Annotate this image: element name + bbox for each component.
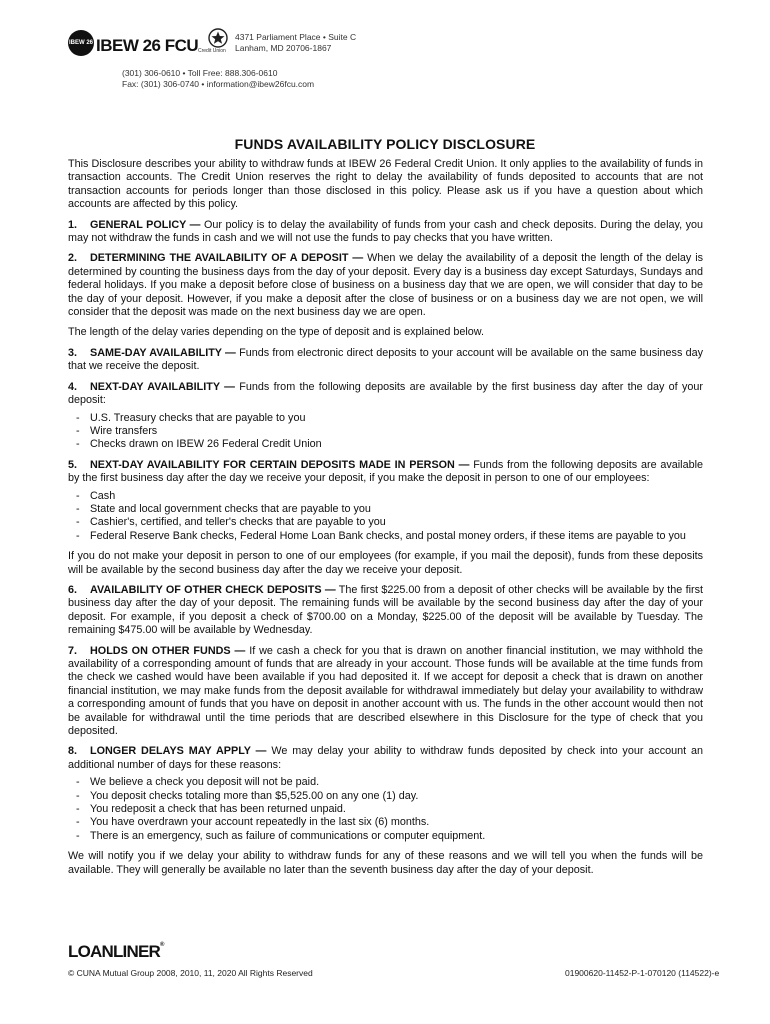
ibew-seal-logo <box>68 30 94 56</box>
list-item: - Cash <box>76 490 703 503</box>
section-text: We may delay your ability to withdraw funds deposited by check into your account an additional number of days for these reasons: <box>68 745 703 771</box>
section-heading: NEXT-DAY AVAILABILITY — <box>90 380 235 393</box>
section-number: 5. <box>68 458 78 471</box>
next-day-list <box>68 412 703 452</box>
notification-note: We will notify you if we delay your ability to withdraw funds for any of these reasons and we will tell you when the funds will be available. They will generally be available no later than the seventh business day after the day of your deposit. <box>68 850 703 876</box>
section-text: The first $225.00 from a deposit of other checks will be available by the first business day after the day of your deposit. The remaining funds will be available by the second business day after the day of your deposit. For example, if you deposit a check of $700.00 on a Monday, $225.00 of the deposit will be available by Tuesday. The remaining $475.00 will be available by Wednesday. <box>68 583 703 637</box>
disclosure-body <box>68 158 703 884</box>
address-block <box>235 32 356 54</box>
registered-mark: ® <box>159 942 164 948</box>
fax-email-line: Fax: (301) 306-0740 • information@ibew26fcu.com <box>122 79 315 89</box>
section-heading: HOLDS ON OTHER FUNDS — <box>90 644 246 657</box>
section-number: 4. <box>68 380 78 393</box>
list-item: - We believe a check you deposit will not be paid. <box>76 776 703 789</box>
list-item: - Wire transfers <box>76 425 703 438</box>
section-text: If we cash a check for you that is drawn on another financial institution, we may withhold the availability of a corresponding amount of funds that are already in your account. Those funds will be available at the time funds from the check we cashed would have been available if you had deposited it. If we accept for deposit a check that is drawn on another financial institution, we may make funds from the deposit available for withdrawal immediately but delay your availability to withdraw a corresponding amount of funds that you have on deposit in another account with us. The funds in the other account would then not be available for withdrawal until the time periods that are described elsewhere in this Disclosure for the type of check that you deposited. <box>68 644 703 738</box>
section-text: Funds from the following deposits are available by the first business day after the day we receive your deposit, if you make the deposit in person to one of our employees: <box>68 458 703 485</box>
credit-union-label: Credit Union <box>198 48 226 54</box>
delay-reasons-list <box>68 776 703 843</box>
section-number: 2. <box>68 252 78 265</box>
phone-line: (301) 306-0610 • Toll Free: 888.306-0610 <box>122 68 278 78</box>
address-line: Lanham, MD 20706-1867 <box>235 43 332 53</box>
logo-text: LOANLINER <box>68 942 160 961</box>
section-next-day <box>68 381 703 408</box>
seal-text: IBEW 26 <box>68 40 93 46</box>
list-item: - Federal Reserve Bank checks, Federal Home Loan Bank checks, and postal money orders, if these items are payable to you <box>76 530 703 543</box>
section-heading: NEXT-DAY AVAILABILITY FOR CERTAIN DEPOSITS MADE IN PERSON — <box>90 458 470 471</box>
in-person-list <box>68 490 703 544</box>
contact-block <box>122 68 314 90</box>
section-heading: LONGER DELAYS MAY APPLY — <box>90 745 267 758</box>
section-text: Our policy is to delay the availability of funds from your cash and check deposits. During the delay, you may not withdraw the funds in cash and we will not use the funds to pay checks that you have written. <box>68 218 704 245</box>
section-general-policy <box>68 219 703 246</box>
loanliner-logo <box>68 942 164 962</box>
letterhead <box>60 18 460 88</box>
section-heading: AVAILABILITY OF OTHER CHECK DEPOSITS — <box>90 583 336 596</box>
copyright-notice: © CUNA Mutual Group 2008, 2010, 11, 2020 All Rights Reserved <box>68 968 313 978</box>
section-same-day <box>68 347 703 374</box>
list-item: - There is an emergency, such as failure of communications or computer equipment. <box>76 830 703 843</box>
section-other-checks <box>68 584 703 638</box>
intro-paragraph: This Disclosure describes your ability to withdraw funds at IBEW 26 Federal Credit Union. It only applies to the availability of funds in transaction accounts. The Credit Union reserves the right to delay the availability of funds deposited to accounts that are not transaction accounts for periods longer than those disclosed in this policy. Please ask us if you have a question about which accounts are affected by this policy. <box>68 158 703 211</box>
list-item: - State and local government checks that are payable to you <box>76 503 703 516</box>
mail-deposit-note: If you do not make your deposit in person to one of our employees (for example, if you mail the deposit), funds from these deposits will be available by the second business day after the day we receive your deposit. <box>68 550 703 576</box>
list-item: - You have overdrawn your account repeatedly in the last six (6) months. <box>76 816 703 829</box>
section-text: When we delay the availability of a deposit the length of the delay is determined by counting the business days from the day of your deposit. Every day is a business day except Saturdays, Sundays and federal holidays. If you make a deposit before close of business on a business day that we are open, we will consider that day to be the day of your deposit. However, if you make a deposit after the close of business or on a business day we are not open, we will consider that the deposit was made on the next business day we are open. <box>68 252 703 319</box>
section-heading: GENERAL POLICY — <box>90 218 201 231</box>
section-number: 7. <box>68 644 78 657</box>
section-holds <box>68 645 703 739</box>
section-in-person <box>68 459 703 486</box>
list-item: - U.S. Treasury checks that are payable to you <box>76 412 703 425</box>
brand-name: IBEW 26 FCU <box>96 36 199 55</box>
section-number: 6. <box>68 583 78 596</box>
list-item: - You redeposit a check that has been returned unpaid. <box>76 803 703 816</box>
section-heading: SAME-DAY AVAILABILITY — <box>90 346 236 359</box>
section-number: 3. <box>68 346 78 359</box>
section-text: Funds from electronic direct deposits to your account will be available on the same business day that we receive the deposit. <box>68 346 703 373</box>
section-determining-availability <box>68 252 703 319</box>
section-number: 1. <box>68 218 78 231</box>
address-line: 4371 Parliament Place • Suite C <box>235 32 357 42</box>
section-longer-delays <box>68 745 703 772</box>
list-item: - Cashier's, certified, and teller's checks that are payable to you <box>76 516 703 529</box>
section-text: Funds from the following deposits are available by the first business day after the day of your deposit: <box>68 380 703 407</box>
section-number: 8. <box>68 745 78 758</box>
document-title: FUNDS AVAILABILITY POLICY DISCLOSURE <box>234 136 536 152</box>
list-item: - You deposit checks totaling more than $5,525.00 on any one (1) day. <box>76 790 703 803</box>
form-code: 01900620-11452-P-1-070120 (114522)-e <box>565 968 720 978</box>
list-item: - Checks drawn on IBEW 26 Federal Credit Union <box>76 438 703 451</box>
credit-union-star-icon <box>208 28 228 48</box>
delay-length-note: The length of the delay varies depending on the type of deposit and is explained below. <box>68 326 484 339</box>
section-heading: DETERMINING THE AVAILABILITY OF A DEPOSIT — <box>90 252 364 265</box>
